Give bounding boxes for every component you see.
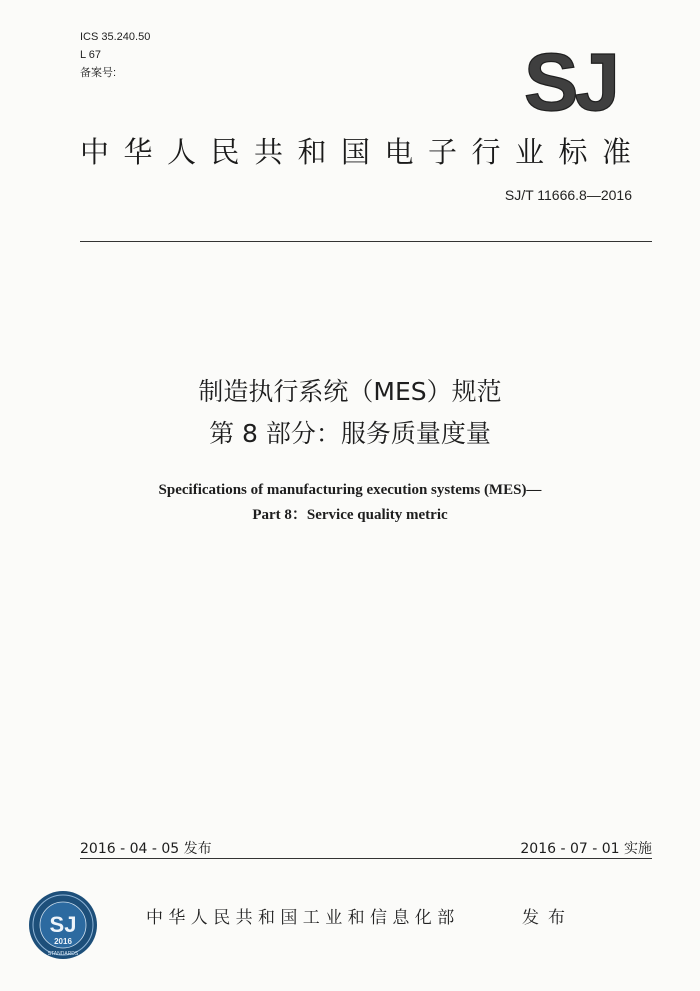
footer-divider [80,858,652,859]
industry-standard-title: 中华人民共和国电子行业标准 [80,135,646,169]
header-divider [80,241,652,242]
sj-standards-seal-icon [27,889,99,961]
issue-date: 2016 - 04 - 05 发布 [80,841,212,857]
publishing-authority: 中华人民共和国工业和信息化部 [146,908,460,928]
sj-logo-text: SJ [523,44,617,116]
standard-number: SJ/T 11666.8—2016 [504,187,632,203]
title-chinese-line1: 制造执行系统（MES）规范 [198,377,502,406]
classification-block [80,28,150,82]
publish-label: 发布 [522,908,574,928]
seal-main-text: SJ [49,912,77,937]
ics-code: ICS 35.240.50 [80,31,151,43]
seal-label-text: STANDARDS [47,951,79,957]
title-english-line2: Part 8：Service quality metric [252,507,448,523]
implementation-date: 2016 - 07 - 01 实施 [520,841,652,857]
ccs-code: L 67 [80,49,102,61]
sj-logo-icon [514,44,626,116]
seal-year-text: 2016 [54,937,72,946]
title-chinese-line2: 第 8 部分：服务质量度量 [209,419,491,448]
title-english-line1: Specifications of manufacturing execution systems (MES)— [158,482,542,498]
record-number-label: 备案号: [80,67,117,79]
